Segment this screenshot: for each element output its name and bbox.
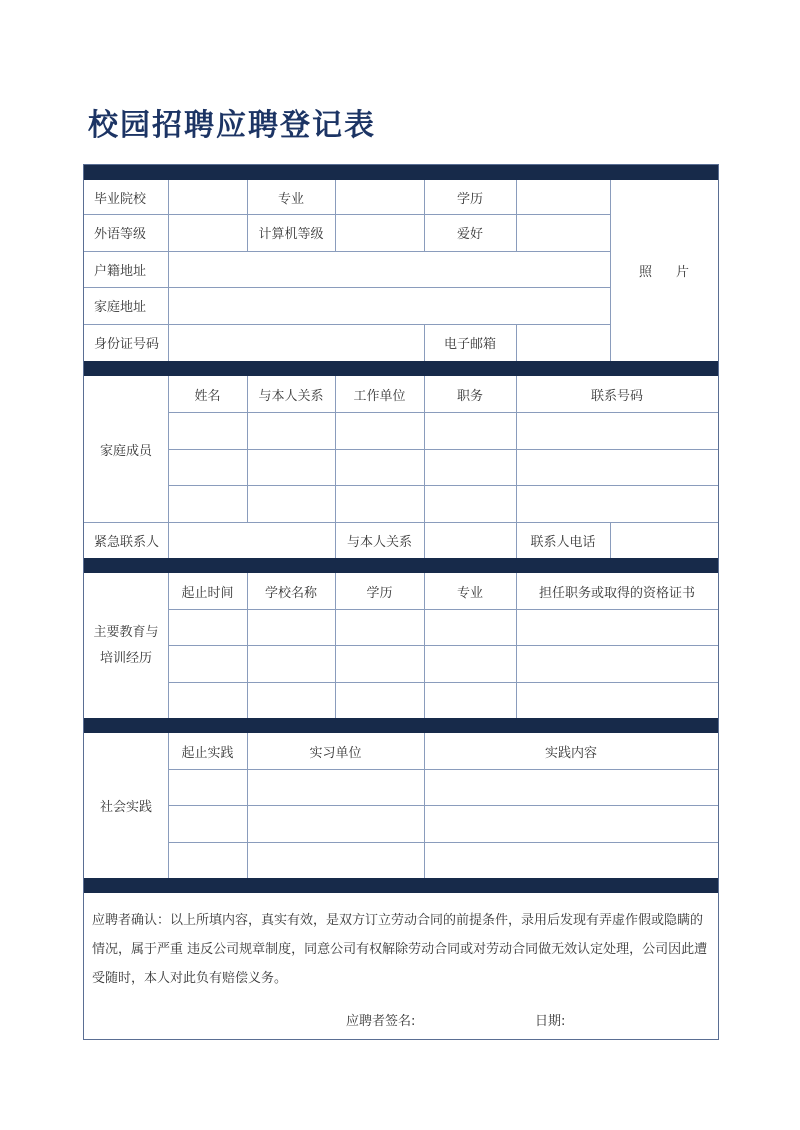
section-bar-basic (84, 165, 718, 180)
section-bar-declaration (84, 878, 718, 893)
practice-header-period: 起止实践 (181, 745, 234, 761)
section-bar-family (84, 361, 718, 376)
label-email: 电子邮箱 (443, 337, 496, 352)
education-header-certificate: 担任职务或取得的资格证书 (538, 585, 695, 601)
education-row-1[interactable] (168, 609, 718, 645)
practice-row-2[interactable] (168, 805, 718, 842)
photo-box[interactable] (610, 180, 718, 361)
family-header-name: 姓名 (194, 388, 221, 404)
family-header-position: 职务 (456, 388, 483, 404)
label-school: 毕业院校 (94, 191, 147, 207)
input-education[interactable] (516, 180, 610, 214)
label-household-address: 户籍地址 (94, 263, 147, 279)
family-row-2[interactable] (168, 449, 718, 485)
label-home-address: 家庭地址 (94, 300, 147, 315)
input-hobby[interactable] (516, 214, 610, 251)
label-id-number: 身份证号码 (94, 337, 160, 352)
input-language-level[interactable] (168, 214, 247, 251)
education-section-label (84, 573, 168, 718)
family-header-phone: 联系号码 (590, 388, 643, 404)
registration-form (83, 164, 719, 1040)
practice-section-label: 社会实践 (99, 800, 152, 815)
label-hobby: 爱好 (456, 227, 483, 242)
label-language-level: 外语等级 (94, 227, 147, 242)
family-section-label: 家庭成员 (99, 443, 152, 459)
practice-row-1[interactable] (168, 769, 718, 805)
declaration-text: 应聘者确认：以上所填内容，真实有效，是双方订立劳动合同的前提条件，录用后发现有弄虚作假或隐瞒的情况，属于严重 违反公司规章制度，同意公司有权解除劳动合同或对劳动合同做无效认定处理，公司因此遭受随时，本人对此负有赔偿义务。 (92, 913, 708, 986)
input-contact-phone[interactable] (610, 522, 718, 558)
label-emergency-contact: 紧急联系人 (94, 534, 160, 550)
family-header-employer: 工作单位 (353, 388, 406, 404)
education-row-2[interactable] (168, 645, 718, 682)
photo-label: 照片 (638, 265, 713, 280)
section-bar-practice (84, 718, 718, 733)
education-header-period: 起止时间 (181, 585, 234, 601)
education-header-degree: 学历 (366, 585, 393, 601)
education-label-line2: 培训经历 (99, 650, 152, 666)
family-row-3[interactable] (168, 485, 718, 522)
input-major[interactable] (335, 180, 424, 214)
education-header-major: 专业 (456, 585, 483, 601)
input-computer-level[interactable] (335, 214, 424, 251)
education-label-line1: 主要教育与 (93, 624, 159, 640)
label-major: 专业 (277, 191, 304, 207)
input-emergency-contact[interactable] (168, 522, 335, 558)
input-email[interactable] (516, 324, 610, 361)
family-header-relation: 与本人关系 (258, 388, 324, 404)
practice-row-3[interactable] (168, 842, 718, 878)
practice-header-content: 实践内容 (544, 745, 597, 761)
practice-header-company: 实习单位 (309, 745, 362, 761)
family-row-1[interactable] (168, 412, 718, 449)
input-home-address[interactable] (168, 287, 610, 324)
label-computer-level: 计算机等级 (258, 227, 324, 242)
signature-label: 应聘者签名: (346, 1014, 416, 1029)
education-header-school: 学校名称 (264, 585, 317, 601)
label-education: 学历 (456, 191, 483, 207)
education-row-3[interactable] (168, 682, 718, 718)
input-id-number[interactable] (168, 324, 424, 361)
signature-field[interactable] (424, 1010, 524, 1028)
date-field[interactable] (574, 1010, 674, 1028)
page-title: 校园招聘应聘登记表 (88, 108, 376, 143)
input-household-address[interactable] (168, 251, 610, 287)
label-contact-phone: 联系人电话 (530, 534, 596, 550)
input-emergency-relation[interactable] (424, 522, 516, 558)
date-label: 日期: (535, 1014, 566, 1029)
input-school[interactable] (168, 180, 247, 214)
section-bar-education (84, 558, 718, 573)
label-emergency-relation: 与本人关系 (346, 534, 412, 550)
